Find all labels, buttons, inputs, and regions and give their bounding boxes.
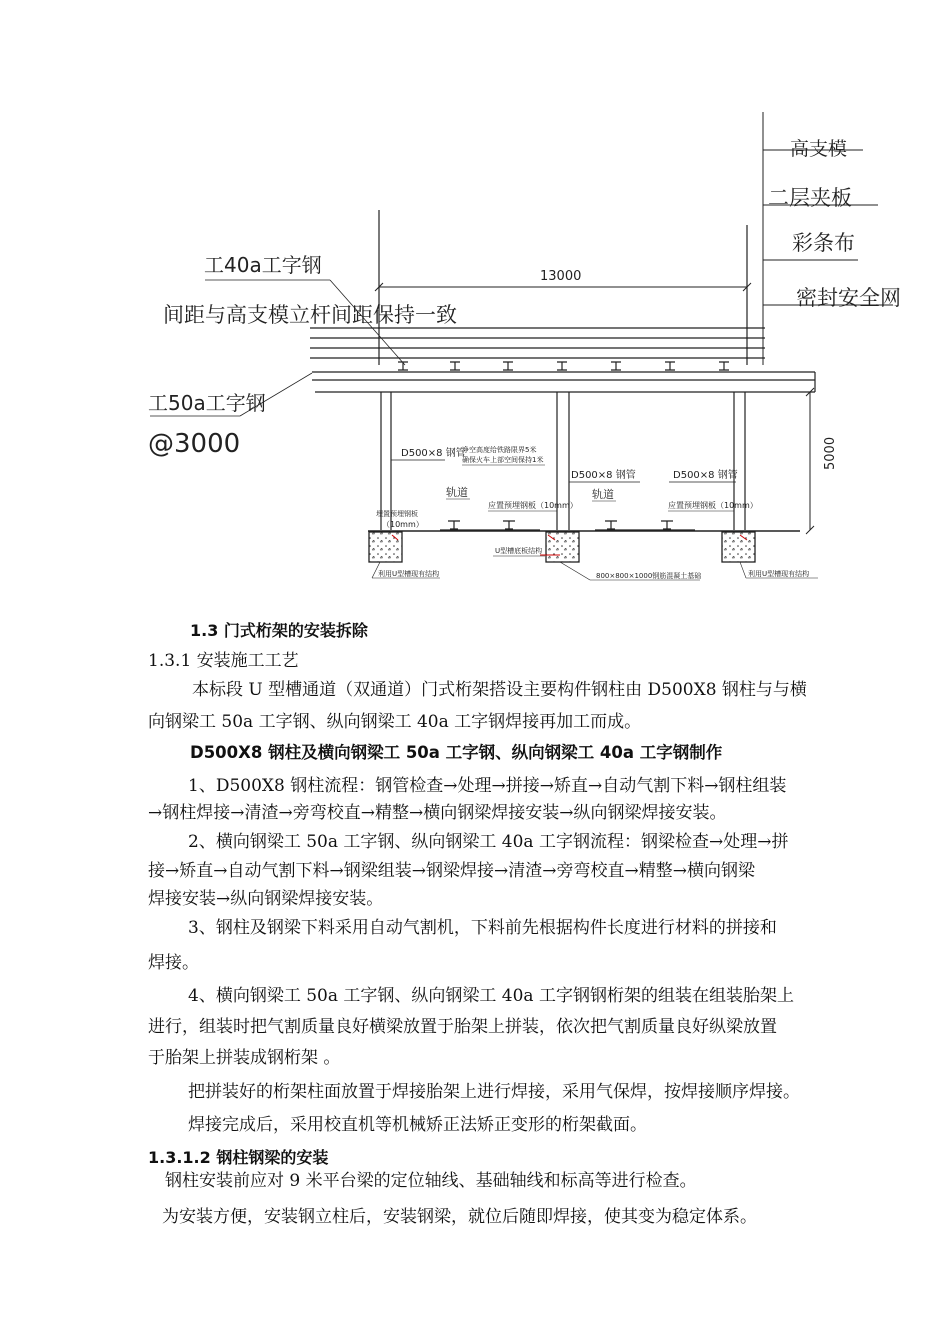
i50-beam [312,372,815,392]
sub-heading-fabrication: D500X8 钢柱及横向钢梁工 50a 工字钢、纵向钢梁工 40a 工字钢制作 [190,743,723,762]
u-trough-label: U型槽底板结构 [495,547,543,555]
item-2b: 接→矫直→自动气割下料→钢梁组装→钢梁焊接→清渣→旁弯校直→精整→横向钢梁 [148,861,755,881]
item-3a: 3、钢柱及钢梁下料采用自动气割机，下料前先根据构件长度进行材料的拼接和 [188,918,777,938]
label-spacing: 间距与高支模立杆间距保持一致 [163,303,457,327]
item-2a: 2、横向钢梁工 50a 工字钢、纵向钢梁工 40a 工字钢流程：钢梁检查→处理→拼 [188,832,789,852]
clearance-note-2: 确保火车上部空间保持1米 [462,456,544,464]
embed-left-1: 埋置预埋钢板 [376,510,418,518]
pipe-label-mid: D500×8 钢管 [571,470,636,481]
dim-5000-line [806,388,814,534]
para-straightening: 焊接完成后，采用校直机等机械矫正法矫正变形的桁架截面。 [188,1115,647,1135]
base-label-left: 利用U型槽现有结构 [378,570,440,578]
heading-1-3-1: 1.3.1 安装施工工艺 [148,651,299,671]
pipe-label-left: D500×8 钢管 [401,448,466,459]
i40-sections [398,362,729,370]
label-i50: 工50a工字钢 [148,391,266,415]
rail-label-left: 轨道 [446,486,468,499]
clearance-note-1: 净空高度给铁路限界5米 [462,446,537,454]
rails [440,521,695,530]
base-label-mid: 800×800×1000钢筋混凝土基础 [596,572,702,580]
heading-1-3: 1.3 门式桁架的安装拆除 [190,621,368,640]
truss-drawing [0,0,950,610]
item-1a: 1、D500X8 钢柱流程：钢管检查→处理→拼接→矫直→自动气割下料→钢柱组装 [188,776,787,796]
para-1a: 本标段 U 型槽通道（双通道）门式桁架搭设主要构件钢柱由 D500X8 钢柱与与横 [192,680,807,700]
foundations [369,532,755,562]
embed-right: 应置预埋钢板（10mm） [668,501,758,510]
para-install-order: 为安装方便，安装钢立柱后，安装钢梁，就位后随即焊接，使其变为稳定体系。 [162,1207,757,1227]
embed-mid: 应置预埋钢板（10mm） [488,501,578,510]
pipe-label-right: D500×8 钢管 [673,470,738,481]
dim-13000: 13000 [540,269,582,284]
base-label-right: 利用U型槽现有结构 [748,570,810,578]
legend-high-formwork: 高支模 [790,138,848,160]
legend-plywood: 二层夹板 [768,186,852,210]
item-3b: 焊接。 [148,953,199,973]
para-1b: 向钢梁工 50a 工字钢、纵向钢梁工 40a 工字钢焊接再加工而成。 [148,712,642,732]
para-welding: 把拼装好的桁架柱面放置于焊接胎架上进行焊接，采用气保焊，按焊接顺序焊接。 [188,1082,800,1102]
rail-label-right: 轨道 [592,488,614,501]
legend-tarp: 彩条布 [792,231,855,255]
item-4a: 4、横向钢梁工 50a 工字钢、纵向钢梁工 40a 工字钢钢桁架的组装在组装胎架上 [188,986,794,1006]
item-1b: →钢柱焊接→清渣→旁弯校直→精整→横向钢梁焊接安装→纵向钢梁焊接安装。 [148,803,727,823]
top-beam-layers [310,328,765,358]
item-2c: 焊接安装→纵向钢梁焊接安装。 [148,889,384,909]
item-4b: 进行，组装时把气割质量良好横梁放置于胎架上拼装，依次把气割质量良好纵梁放置 [148,1017,777,1037]
legend-safety-net: 密封安全网 [796,286,901,310]
dim-5000: 5000 [823,436,838,470]
dim-13000-line [375,283,751,291]
item-4c: 于胎架上拼装成钢桁架 。 [148,1048,341,1068]
embed-left-2: （10mm） [382,520,424,529]
heading-1-3-1-2: 1.3.1.2 钢柱钢梁的安装 [148,1148,329,1167]
label-at3000: @3000 [148,429,241,459]
para-inspection: 钢柱安装前应对 9 米平台梁的定位轴线、基础轴线和标高等进行检查。 [165,1171,697,1191]
label-i40: 工40a工字钢 [204,253,322,277]
